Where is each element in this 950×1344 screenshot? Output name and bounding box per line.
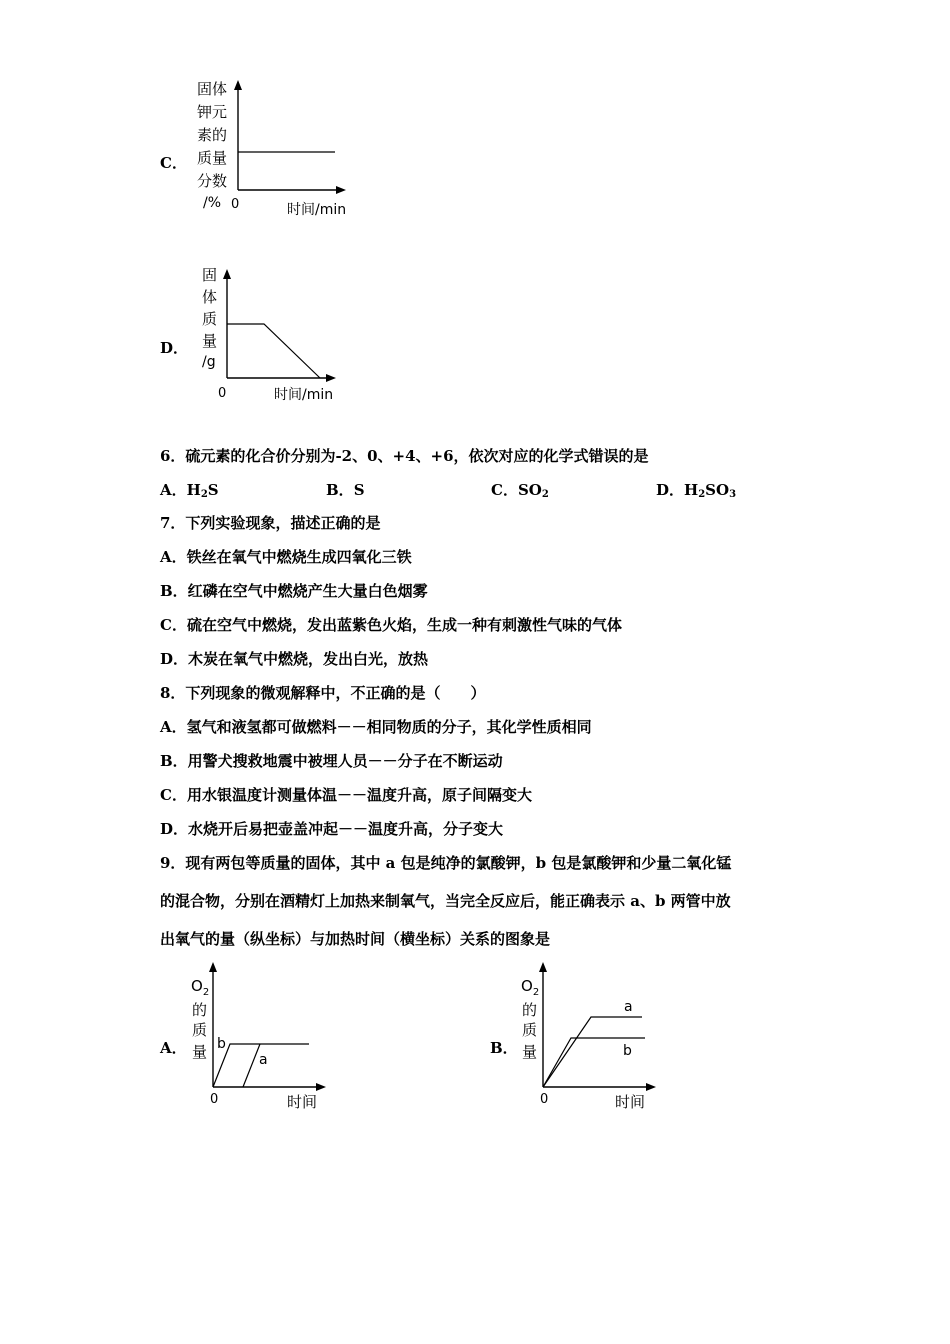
- formula-so2: $SO_2$: [517, 481, 549, 500]
- ylabel-line: 质: [202, 310, 218, 328]
- q8-option-c: C．用水银温度计测量体温－－温度升高，原子间隔变大: [160, 786, 532, 804]
- q7-option-b: B．红磷在空气中燃烧产生大量白色烟雾: [160, 582, 428, 600]
- y-axis-arrow: [223, 269, 231, 279]
- option-c-label: C．: [160, 154, 187, 172]
- ylabel-unit: /%: [203, 195, 222, 211]
- q9-graph-b: [515, 955, 685, 1115]
- q9-stem-line: 出氧气的量（纵坐标）与加热时间（横坐标）关系的图象是: [160, 930, 551, 948]
- formula-h2s: $H_2S$: [186, 481, 219, 500]
- ylabel-line: 质: [522, 1021, 538, 1039]
- xlabel: 时间/min: [274, 387, 334, 403]
- q9-option-a-label: A．: [160, 1039, 187, 1057]
- curve-b-label: b: [623, 1043, 632, 1059]
- y-axis-arrow: [209, 962, 217, 972]
- curve-a-label: a: [259, 1052, 268, 1068]
- graph-c: [180, 70, 400, 220]
- y-axis-arrow: [539, 962, 547, 972]
- formula-h2so3: $H_2SO_3$: [684, 481, 737, 500]
- q6-option-b: [326, 480, 365, 500]
- ylabel-unit: /g: [202, 354, 216, 370]
- q6-option-d: [656, 480, 736, 505]
- q7-stem: 7．下列实验现象，描述正确的是: [160, 514, 381, 532]
- ylabel-line: 的: [192, 1001, 208, 1019]
- q7-option-d: D．木炭在氧气中燃烧，发出白光，放热: [160, 650, 429, 668]
- ylabel-line: 质: [192, 1021, 208, 1039]
- origin-label: 0: [231, 197, 240, 212]
- ylabel-line: 量: [522, 1043, 538, 1061]
- ylabel-o2: $O_2$: [191, 977, 210, 998]
- graph-d: [180, 260, 400, 410]
- curve-a-label: a: [624, 999, 633, 1015]
- q6-option-c: [491, 480, 549, 505]
- q8-option-b: B．用警犬搜救地震中被埋人员－－分子在不断运动: [160, 752, 503, 770]
- ylabel-line: 固体: [197, 80, 228, 98]
- q8-option-d: D．水烧开后易把壶盖冲起－－温度升高，分子变大: [160, 820, 504, 838]
- xlabel: 时间: [615, 1093, 646, 1111]
- q9-stem-line: 9．现有两包等质量的固体，其中 a 包是纯净的氯酸钾，b 包是氯酸钾和少量二氧化锰: [160, 854, 732, 872]
- option-label: C．: [491, 481, 518, 499]
- origin-label: 0: [210, 1092, 219, 1107]
- q9-option-b-label: B．: [490, 1039, 518, 1057]
- option-label: B．: [326, 481, 354, 499]
- origin-label: 0: [540, 1092, 549, 1107]
- xlabel: 时间: [287, 1093, 318, 1111]
- ylabel-line: 量: [202, 332, 218, 350]
- ylabel-line: 量: [192, 1043, 208, 1061]
- q8-stem: 8．下列现象的微观解释中，不正确的是（ ）: [160, 684, 486, 702]
- decreasing-curve: [227, 324, 320, 378]
- q6-stem: 6．硫元素的化合价分别为-2、0、+4、+6，依次对应的化学式错误的是: [160, 447, 649, 465]
- origin-label: 0: [218, 386, 227, 401]
- q7-option-c: C．硫在空气中燃烧，发出蓝紫色火焰，生成一种有刺激性气味的气体: [160, 616, 622, 634]
- x-axis-arrow: [336, 186, 346, 194]
- x-axis-arrow: [316, 1083, 326, 1091]
- q8-option-a: A．氢气和液氢都可做燃料－－相同物质的分子，其化学性质相同: [160, 718, 592, 736]
- ylabel-line: 质量: [197, 149, 228, 167]
- ylabel-line: 固: [202, 266, 218, 284]
- ylabel-line: 的: [522, 1001, 538, 1019]
- formula-s: S: [353, 481, 365, 499]
- xlabel: 时间/min: [287, 202, 347, 218]
- ylabel-o2: $O_2$: [521, 977, 540, 998]
- option-label: A．: [160, 481, 187, 499]
- ylabel-line: 素的: [197, 126, 228, 144]
- ylabel-line: 体: [202, 288, 218, 306]
- ylabel-line: 分数: [197, 172, 228, 190]
- q7-option-a: A．铁丝在氧气中燃烧生成四氧化三铁: [160, 548, 412, 566]
- curve-a: [243, 1044, 260, 1087]
- ylabel-line: 钾元: [197, 103, 228, 121]
- y-axis-arrow: [234, 80, 242, 90]
- q9-stem-line: 的混合物，分别在酒精灯上加热来制氧气，当完全反应后，能正确表示 a、b 两管中放: [160, 892, 731, 910]
- x-axis-arrow: [646, 1083, 656, 1091]
- q6-option-a: [160, 480, 219, 505]
- option-label: D．: [656, 481, 685, 499]
- q9-graph-a: [185, 955, 355, 1115]
- option-d-label: D．: [160, 339, 189, 357]
- curve-b-label: b: [217, 1036, 226, 1052]
- x-axis-arrow: [326, 374, 336, 382]
